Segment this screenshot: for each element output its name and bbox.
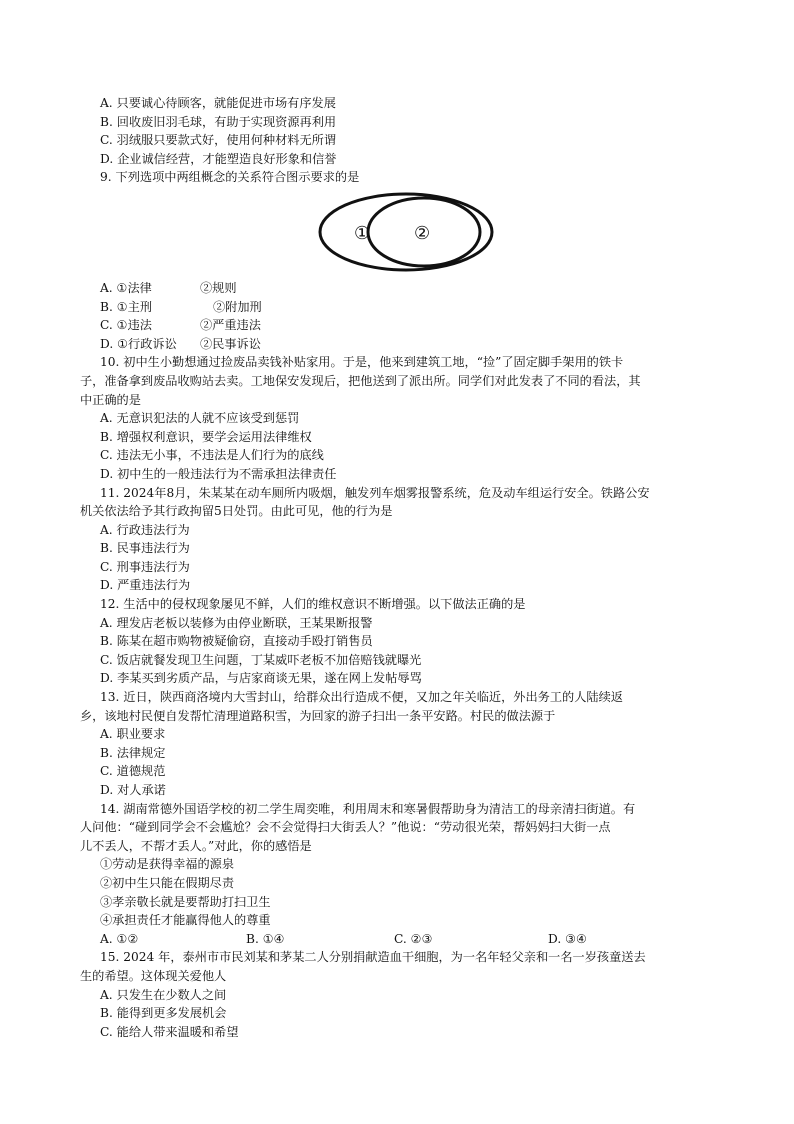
q10-option-a: A. 无意识犯法的人就不应该受到惩罚 [100, 411, 300, 426]
q11-option-b: B. 民事违法行为 [100, 541, 190, 556]
q12-option-b: B. 陈某在超市购物被疑偷窃，直接动手殴打销售员 [100, 634, 373, 649]
q15-option-b: B. 能得到更多发展机会 [100, 1006, 227, 1021]
q14-stem-line3: 儿不丢人，不帮才丢人。”对此，你的感悟是 [80, 838, 312, 853]
q9-option-b-first: B. ①主刑 [100, 299, 153, 314]
q8-option-a: A. 只要诚心待顾客，就能促进市场有序发展 [100, 96, 336, 110]
q9-stem: 9. 下列选项中两组概念的关系符合图示要求的是 [100, 170, 360, 185]
q10-option-c: C. 违法无小事，不违法是人们行为的底线 [100, 448, 324, 463]
inner-ellipse-label: ② [414, 222, 431, 244]
q13-option-c: C. 道德规范 [100, 764, 166, 779]
outer-ellipse-label: ① [354, 222, 371, 244]
q15-option-c: C. 能给人带来温暖和希望 [100, 1024, 239, 1039]
q14-item-4: ④承担责任才能赢得他人的尊重 [100, 913, 271, 928]
q12-option-d: D. 李某买到劣质产品，与店家商谈无果，遂在网上发帖辱骂 [100, 671, 422, 686]
q14-item-2: ②初中生只能在假期尽责 [100, 875, 235, 890]
q11-stem-line2: 机关依法给予其行政拘留5日处罚。由此可见，他的行为是 [80, 504, 393, 519]
q9-option-d-second: ②民事诉讼 [200, 336, 261, 351]
q11-stem-line1: 11. 2024年8月，朱某某在动车厕所内吸烟，触发列车烟雾报警系统，危及动车组运行安全。铁路公安 [100, 485, 650, 500]
q15-stem-line2: 生的希望。这体现关爱他人 [80, 968, 227, 983]
q8-option-d: D. 企业诚信经营，才能塑造良好形象和信誉 [100, 151, 337, 166]
q14-choice-d: D. ③④ [548, 931, 587, 946]
q10-option-d: D. 初中生的一般违法行为不需承担法律责任 [100, 466, 337, 481]
q9-option-d-first: D. ①行政诉讼 [100, 336, 177, 351]
q13-option-d: D. 对人承诺 [100, 783, 166, 797]
q10-option-b: B. 增强权利意识，要学会运用法律维权 [100, 429, 312, 444]
q12-option-a: A. 理发店老板以装修为由停业断联，王某果断报警 [100, 615, 373, 630]
q10-stem-line1: 10. 初中生小勤想通过捡废品卖钱补贴家用。于是，他来到建筑工地，“捡”了固定脚手架用的铁卡 [100, 355, 624, 370]
q9-option-c [100, 316, 704, 335]
exam-content [80, 94, 704, 1041]
q14-item-3: ③孝亲敬长就是要帮助打扫卫生 [100, 894, 271, 909]
q9-option-d [100, 335, 704, 354]
q10-stem-line2: 子，准备拿到废品收购站去卖。工地保安发现后，把他送到了派出所。同学们对此发表了不同的看法，其 [80, 373, 641, 388]
q11-option-a: A. 行政违法行为 [100, 522, 190, 537]
q14-item-1: ①劳动是获得幸福的源泉 [100, 857, 235, 872]
q12-option-c: C. 饭店就餐发现卫生问题，丁某威吓老板不加倍赔钱就曝光 [100, 652, 422, 667]
q9-option-b [100, 298, 704, 317]
q14-stem-line1: 14. 湖南常德外国语学校的初二学生周奕唯，利用周末和寒暑假帮助身为清洁工的母亲清扫街道。有 [100, 801, 636, 816]
q13-stem-line2: 乡，该地村民便自发帮忙清理道路积雪，为回家的游子扫出一条平安路。村民的做法源于 [80, 708, 556, 723]
q8-option-c: C. 羽绒服只要款式好，使用何种材料无所谓 [100, 133, 337, 148]
q9-option-a-second: ②规则 [200, 280, 237, 295]
q9-option-c-first: C. ①违法 [100, 318, 152, 333]
q9-option-a [100, 279, 704, 298]
q13-stem-line1: 13. 近日，陕西商洛境内大雪封山，给群众出行造成不便，又加之年关临近，外出务工的人陆续返 [100, 690, 623, 705]
q13-option-a: A. 职业要求 [100, 727, 166, 742]
q9-option-c-second: ②严重违法 [200, 318, 261, 333]
q8-option-b: B. 回收废旧羽毛球，有助于实现资源再利用 [100, 114, 337, 129]
outer-ellipse [320, 194, 492, 270]
q14-choice-a: A. ①② [100, 931, 139, 946]
q9-option-a-first: A. ①法律 [100, 280, 152, 295]
q14-choices [100, 930, 704, 949]
q9-diagram [100, 187, 704, 279]
q14-choice-c: C. ②③ [394, 931, 433, 946]
q9-option-b-second: ②附加刑 [213, 299, 262, 314]
q15-option-a: A. 只发生在少数人之间 [100, 987, 227, 1002]
q12-stem: 12. 生活中的侵权现象屡见不鲜，人们的维权意识不断增强。以下做法正确的是 [100, 597, 526, 612]
nested-ellipse-diagram [318, 189, 498, 275]
q14-choice-b: B. ①④ [246, 931, 285, 946]
q11-option-c: C. 刑事违法行为 [100, 559, 190, 574]
q10-stem-line3: 中正确的是 [80, 392, 141, 407]
q15-stem-line1: 15. 2024 年，泰州市市民刘某和茅某二人分别捐献造血干细胞，为一名年轻父亲和一名一岁孩童送去 [100, 950, 646, 965]
q14-stem-line2: 人问他：“碰到同学会不会尴尬？会不会觉得扫大街丢人？”他说：“劳动很光荣，帮妈妈扫大街一点 [80, 820, 611, 835]
q13-option-b: B. 法律规定 [100, 745, 166, 760]
q11-option-d: D. 严重违法行为 [100, 578, 191, 593]
